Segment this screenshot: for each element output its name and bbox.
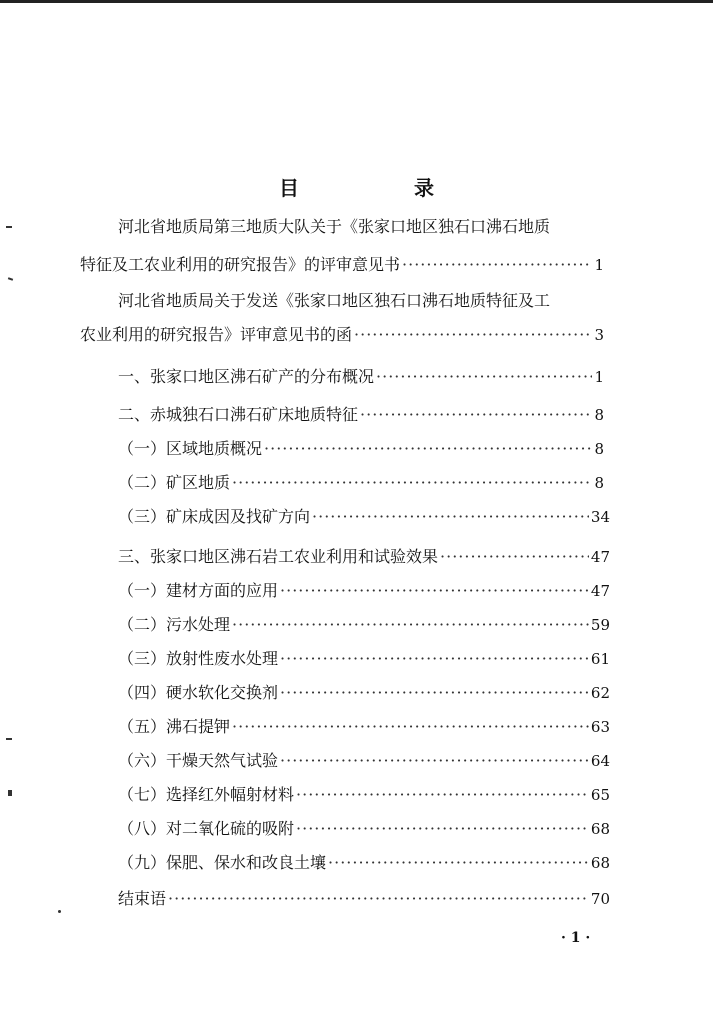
toc-entry-title: （六）干燥天然气试验: [118, 751, 279, 770]
toc-entry[interactable]: [118, 366, 604, 388]
toc-entry-title: （二）污水处理: [118, 615, 231, 634]
toc-entry-page: 8: [594, 440, 604, 458]
toc-entry-title: （九）保肥、保水和改良土壤: [118, 853, 327, 872]
toc-entry-title: （五）沸石提钾: [118, 717, 231, 736]
toc-leader: [280, 682, 589, 704]
toc-entry[interactable]: [118, 648, 610, 670]
toc-entry-title: 结束语: [118, 889, 167, 908]
toc-entry-title: （八）对二氧化硫的吸附: [118, 819, 295, 838]
toc-entry-page: 8: [594, 406, 604, 424]
toc-leader: [296, 784, 589, 806]
toc-entry[interactable]: [118, 682, 610, 704]
toc-entry-page: 1: [594, 368, 604, 386]
page-title: 目 录: [279, 176, 488, 200]
toc-entry[interactable]: [118, 580, 610, 602]
toc-leader: [312, 506, 589, 528]
toc-leader: [296, 818, 589, 840]
toc-entry[interactable]: [118, 716, 610, 738]
toc-entry-page: 34: [590, 508, 610, 526]
toc-entry-page: 68: [590, 854, 610, 872]
toc-entry[interactable]: [118, 404, 604, 426]
toc-leader: [232, 472, 592, 494]
toc-entry-title: （七）选择红外幅射材料: [118, 785, 295, 804]
toc-entry[interactable]: [118, 818, 610, 840]
toc-entry[interactable]: [118, 472, 604, 494]
toc-entry-title: （一）建材方面的应用: [118, 581, 279, 600]
toc-leader: [354, 324, 592, 346]
toc-entry-title: 二、赤城独石口沸石矿床地质特征: [118, 405, 359, 424]
toc-entry[interactable]: [118, 506, 610, 528]
toc-entry-title: 三、张家口地区沸石岩工农业利用和试验效果: [118, 547, 439, 566]
toc-leader: [264, 438, 592, 460]
toc-entry-page: 47: [590, 548, 610, 566]
toc-leader: [232, 614, 589, 636]
toc-entry-line1: 河北省地质局关于发送《张家口地区独石口沸石地质特征及工: [118, 291, 551, 310]
toc-entry[interactable]: [118, 614, 610, 636]
toc-leader: [280, 648, 589, 670]
scan-speck: [8, 790, 12, 796]
toc-entry[interactable]: [118, 888, 610, 910]
toc-entry-line1: 河北省地质局第三地质大队关于《张家口地区独石口沸石地质: [118, 217, 551, 236]
toc-entry-title: （二）矿区地质: [118, 473, 231, 492]
toc-entry-title: （三）矿床成因及找矿方向: [118, 507, 311, 526]
toc-entry[interactable]: [118, 438, 604, 460]
toc-entry[interactable]: [118, 852, 610, 874]
toc-leader: [402, 254, 592, 276]
toc-entry[interactable]: [80, 254, 604, 276]
toc-leader: [232, 716, 589, 738]
toc-entry-page: 8: [594, 474, 604, 492]
toc-entry-title: （四）硬水软化交换剂: [118, 683, 279, 702]
toc-entry-title: 一、张家口地区沸石矿产的分布概况: [118, 367, 375, 386]
toc-entry-page: 59: [590, 616, 610, 634]
toc-entry-title: 农业利用的研究报告》评审意见书的函: [80, 325, 353, 344]
toc-leader: [280, 750, 589, 772]
toc-leader: [360, 404, 592, 426]
page-number: · 1 ·: [561, 930, 591, 946]
toc-leader: [328, 852, 589, 874]
toc-leader: [280, 580, 589, 602]
toc-entry[interactable]: [118, 784, 610, 806]
toc-entry-page: 70: [590, 890, 610, 908]
toc-entry-page: 1: [594, 256, 604, 274]
toc-entry-title: （三）放射性废水处理: [118, 649, 279, 668]
toc-leader: [168, 888, 589, 910]
toc-entry-page: 47: [590, 582, 610, 600]
toc-leader: [440, 546, 589, 568]
toc-entry-page: 62: [590, 684, 610, 702]
toc-entry-page: 65: [590, 786, 610, 804]
scan-speck: [6, 738, 12, 740]
scan-speck: [6, 226, 12, 228]
toc-entry[interactable]: [118, 750, 610, 772]
toc-entry-page: 63: [590, 718, 610, 736]
toc-entry-page: 68: [590, 820, 610, 838]
toc-entry-title: （一）区域地质概况: [118, 439, 263, 458]
toc-entry-page: 64: [590, 752, 610, 770]
scan-speck: [58, 910, 61, 913]
toc-entry[interactable]: [80, 324, 604, 346]
toc-entry-page: 61: [590, 650, 610, 668]
toc-leader: [376, 366, 592, 388]
toc-entry-title: 特征及工农业利用的研究报告》的评审意见书: [80, 255, 401, 274]
toc-entry[interactable]: [118, 546, 610, 568]
toc-entry-page: 3: [594, 326, 604, 344]
